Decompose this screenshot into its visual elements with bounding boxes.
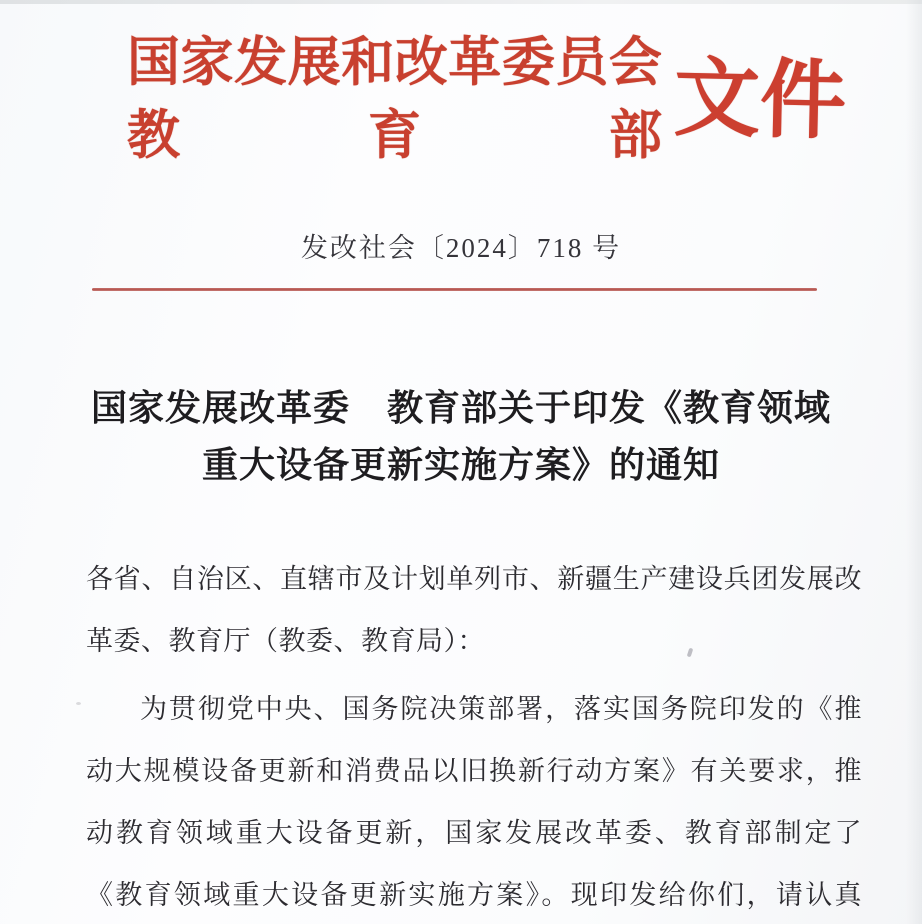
agency-name-char: 家: [180, 34, 234, 92]
body-line: 《教育领域重大设备更新实施方案》。现印发给你们，请认真: [86, 880, 862, 910]
addressees: [86, 548, 862, 672]
document-title: [0, 380, 922, 494]
agency-name-char: 员: [555, 34, 609, 92]
agency-name-char: 会: [608, 34, 662, 92]
scanner-edge-strip: [0, 0, 922, 4]
document-body: [86, 548, 862, 924]
document-title-line-2: 重大设备更新实施方案》的通知: [201, 445, 720, 485]
document-number: 发改社会〔2024〕718 号: [300, 233, 622, 263]
agency-name-char: 委: [501, 34, 555, 92]
agency-name-char: 展: [287, 34, 341, 92]
body-line: 为贯彻党中央、国务院决策部署，落实国务院印发的《推: [140, 694, 862, 724]
agency-name-ndrc: [127, 28, 662, 98]
document-type-label: 文件: [673, 50, 847, 150]
agency-name-char: 发: [234, 34, 288, 92]
agency-name-char: 革: [448, 34, 502, 92]
red-header-rule: [92, 288, 817, 291]
agency-name-char: 教: [127, 107, 180, 165]
agency-name-moe: [127, 104, 662, 168]
body-line: 动大规模设备更新和消费品以旧换新行动方案》有关要求，推: [86, 756, 862, 786]
body-line: 动教育领域重大设备更新，国家发展改革委、教育部制定了: [86, 818, 862, 848]
agency-name-char: 育: [368, 107, 421, 165]
agency-name-char: 部: [609, 107, 662, 165]
scan-speck: [76, 702, 81, 705]
letterhead: [127, 28, 662, 168]
address-line: 革委、教育厅（教委、教育局）：: [86, 626, 485, 656]
agency-name-char: 和: [341, 34, 395, 92]
address-line: 各省、自治区、直辖市及计划单列市、新疆生产建设兵团发展改: [86, 564, 862, 594]
agency-name-char: 国: [127, 34, 180, 92]
body-paragraph: [86, 678, 862, 924]
document-title-line-1: 国家发展改革委 教育部关于印发《教育领域: [90, 388, 831, 428]
agency-name-char: 改: [394, 34, 448, 92]
